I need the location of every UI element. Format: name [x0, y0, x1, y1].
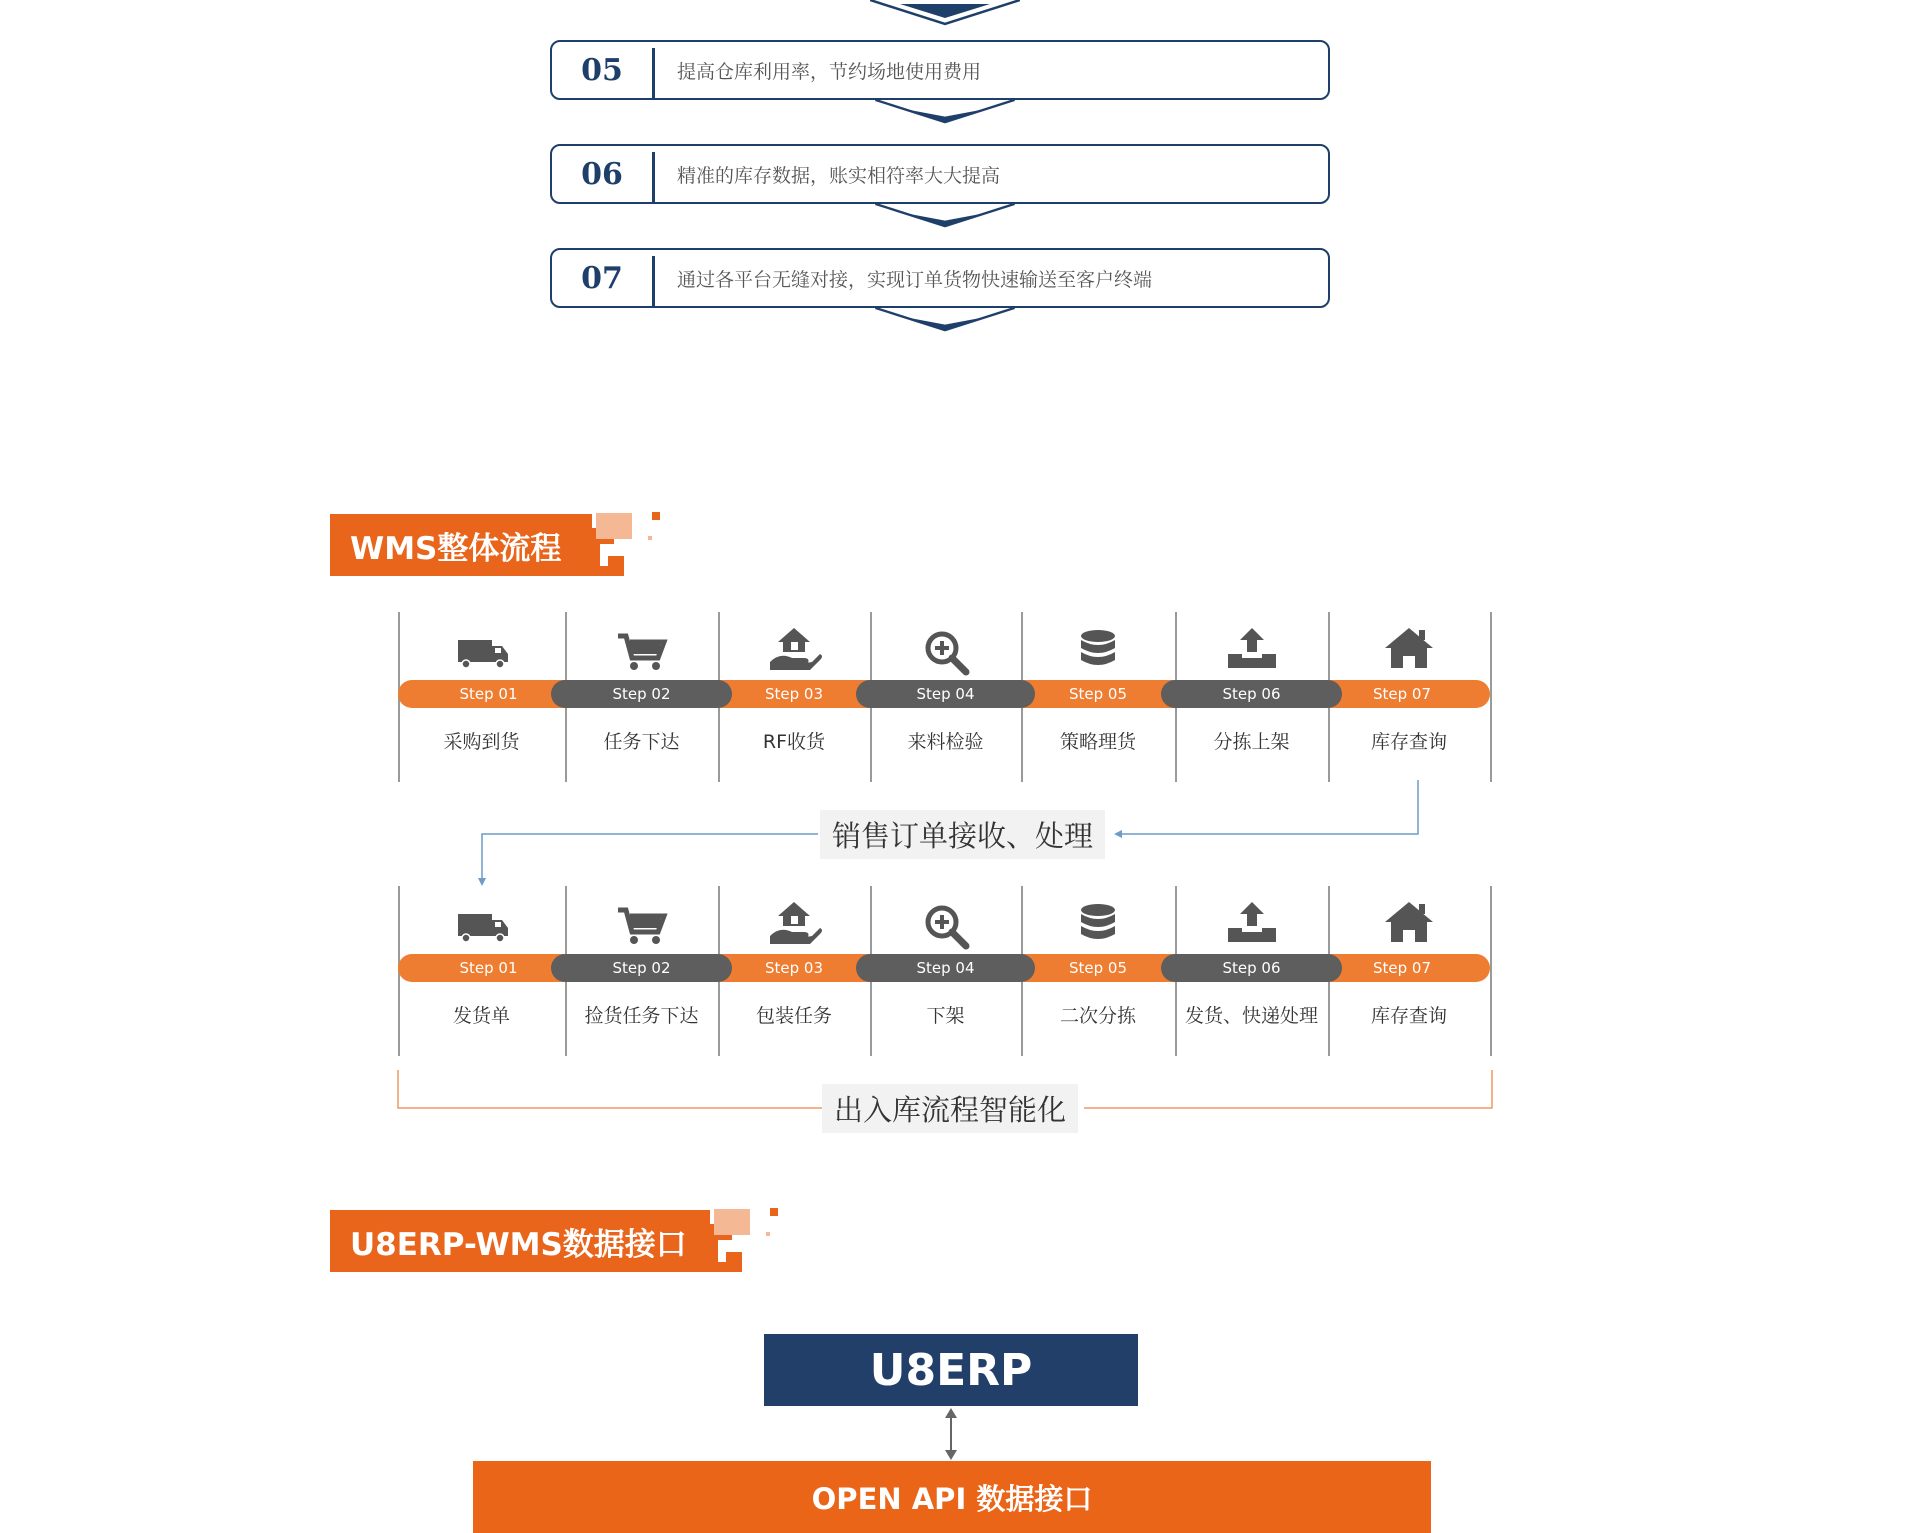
- bracket-label: 出入库流程智能化: [822, 1084, 1078, 1133]
- step-label: 二次分拣: [1059, 1005, 1136, 1027]
- decor-square: [770, 1208, 778, 1216]
- inbound-flow: [398, 612, 1490, 782]
- truck-icon: [452, 896, 512, 956]
- decor-square: [608, 556, 624, 576]
- step-label: 分拣上架: [1213, 731, 1290, 753]
- double-arrow-icon: [941, 1408, 961, 1460]
- database-icon: [1068, 622, 1128, 682]
- outbound-flow: [398, 886, 1490, 1056]
- cart-icon: [612, 622, 672, 682]
- step-label: 发货单: [452, 1005, 510, 1027]
- step-label: 策略理货: [1059, 731, 1136, 753]
- decor-square: [648, 536, 652, 540]
- step-label: 任务下达: [603, 731, 680, 753]
- decor-square: [714, 1209, 750, 1235]
- step-pill: Step 07: [1314, 954, 1490, 982]
- step-label: 库存查询: [1370, 731, 1447, 753]
- chevron-down-icon: [870, 98, 1020, 124]
- benefit-number: 07: [581, 260, 623, 296]
- benefit-item: [550, 40, 1330, 100]
- step-pill: Step 05: [1007, 680, 1189, 708]
- step-pill: Step 03: [704, 954, 884, 982]
- step-pill: Step 03: [704, 680, 884, 708]
- step-pill: Step 01: [398, 680, 579, 708]
- database-icon: [1068, 896, 1128, 956]
- chevron-down-icon: [870, 306, 1020, 332]
- upload-tray-icon: [1222, 896, 1282, 956]
- benefit-text: 通过各平台无缝对接，实现订单货物快速输送至客户终端: [677, 268, 1153, 291]
- benefit-number: 06: [581, 156, 623, 192]
- decor-square: [726, 1252, 742, 1272]
- hand-house-icon: [764, 622, 824, 682]
- column-divider: [1490, 612, 1492, 782]
- divider: [652, 256, 655, 306]
- step-pill: Step 06: [1161, 954, 1342, 982]
- step-label: 库存查询: [1370, 1005, 1447, 1027]
- step-pill: Step 02: [551, 680, 732, 708]
- section-title: WMS整体流程: [350, 530, 562, 567]
- step-label: 来料检验: [907, 731, 984, 753]
- step-label: 发货、快递处理: [1185, 1005, 1319, 1027]
- step-pill: Step 06: [1161, 680, 1342, 708]
- step-pill: Step 05: [1007, 954, 1189, 982]
- step-pill: Step 04: [856, 680, 1035, 708]
- step-pill: Step 01: [398, 954, 579, 982]
- step-pill: Step 02: [551, 954, 732, 982]
- step-pill: Step 04: [856, 954, 1035, 982]
- cart-icon: [612, 896, 672, 956]
- benefit-number: 05: [581, 52, 623, 88]
- hand-house-icon: [764, 896, 824, 956]
- column-divider: [1490, 886, 1492, 1056]
- home-icon: [1379, 896, 1439, 956]
- magnify-plus-icon: [916, 896, 976, 956]
- section-header-data-interface: [330, 1210, 710, 1272]
- divider: [652, 48, 655, 98]
- magnify-plus-icon: [916, 622, 976, 682]
- decor-square: [766, 1232, 770, 1236]
- benefit-text: 精准的库存数据，账实相符率大大提高: [677, 164, 1001, 187]
- benefit-item: [550, 144, 1330, 204]
- step-label: 包装任务: [755, 1005, 832, 1027]
- home-icon: [1379, 622, 1439, 682]
- step-label: 捡货任务下达: [584, 1005, 699, 1027]
- upload-tray-icon: [1222, 622, 1282, 682]
- decor-square: [652, 512, 660, 520]
- decor-square: [596, 513, 632, 539]
- chevron-down-icon: [870, 0, 1020, 26]
- benefit-item: [550, 248, 1330, 308]
- step-pill: Step 07: [1314, 680, 1490, 708]
- benefit-text: 提高仓库利用率，节约场地使用费用: [677, 60, 982, 83]
- erp-box: U8ERP: [764, 1334, 1138, 1406]
- connector-label: 销售订单接收、处理: [820, 810, 1105, 859]
- chevron-down-icon: [870, 202, 1020, 228]
- step-label: 采购到货: [443, 731, 520, 753]
- divider: [652, 152, 655, 202]
- step-label: 下架: [926, 1005, 965, 1027]
- section-title: U8ERP-WMS数据接口: [350, 1226, 687, 1263]
- step-label: RF收货: [762, 731, 826, 753]
- section-header-wms-flow: [330, 514, 592, 576]
- truck-icon: [452, 622, 512, 682]
- api-box: OPEN API 数据接口: [473, 1461, 1431, 1533]
